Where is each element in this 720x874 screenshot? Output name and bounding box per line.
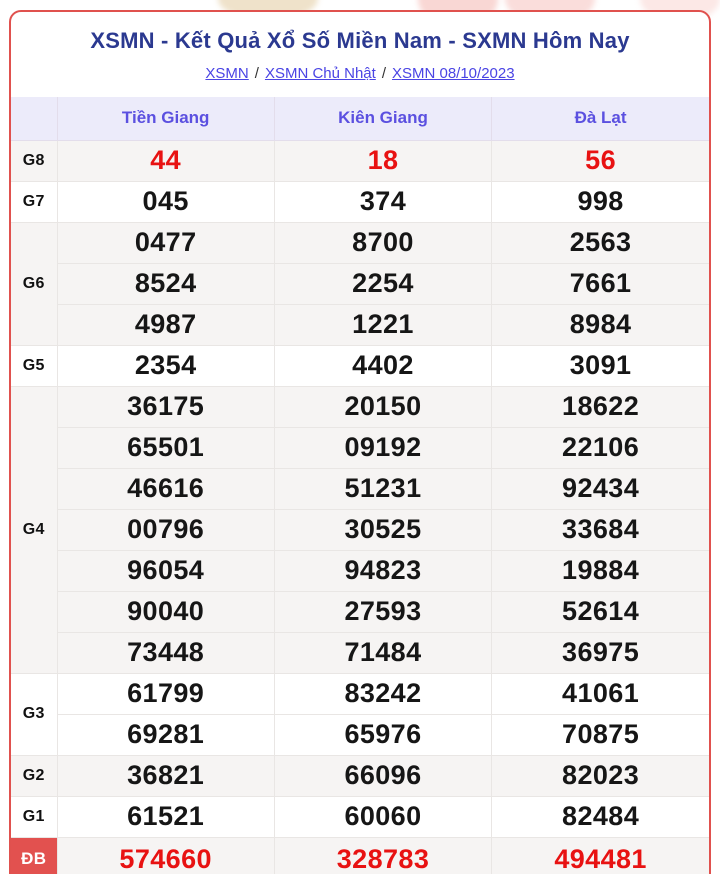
prize-label-g2: G2 [11, 755, 57, 796]
prize-value: 66096 [274, 755, 491, 796]
prize-row-đb [11, 837, 709, 874]
prize-label-g8: G8 [11, 140, 57, 181]
prize-value: 4402 [274, 345, 491, 386]
prize-value: 374 [274, 181, 491, 222]
page-title: XSMN - Kết Quả Xổ Số Miền Nam - SXMN Hôm Nay [90, 28, 630, 53]
prize-row-g4 [11, 509, 709, 550]
prize-label-g1: G1 [11, 796, 57, 837]
breadcrumb [11, 65, 709, 82]
prize-label-đb: ĐB [11, 837, 57, 874]
prize-value: 82484 [492, 796, 709, 837]
column-header-da-lat: Đà Lạt [492, 97, 709, 140]
prize-value: 19884 [492, 550, 709, 591]
prize-value: 94823 [274, 550, 491, 591]
prize-value: 61799 [57, 673, 274, 714]
breadcrumb-link-xsmn-date[interactable]: XSMN 08/10/2023 [391, 65, 515, 82]
prize-value: 22106 [492, 427, 709, 468]
prize-value: 51231 [274, 468, 491, 509]
breadcrumb-separator: / [381, 65, 386, 82]
prize-value: 18622 [492, 386, 709, 427]
prize-value: 3091 [492, 345, 709, 386]
prize-value: 69281 [57, 714, 274, 755]
prize-label-g5: G5 [11, 345, 57, 386]
prize-value: 20150 [274, 386, 491, 427]
prize-value: 2254 [274, 263, 491, 304]
prize-value: 65501 [57, 427, 274, 468]
prize-value: 90040 [57, 591, 274, 632]
prize-value: 36975 [492, 632, 709, 673]
prize-row-g3 [11, 714, 709, 755]
prize-value: 44 [57, 140, 274, 181]
prize-row-g4 [11, 632, 709, 673]
prize-value: 82023 [492, 755, 709, 796]
prize-value: 18 [274, 140, 491, 181]
prize-value: 33684 [492, 509, 709, 550]
prize-row-g4 [11, 386, 709, 427]
table-header-row [11, 97, 709, 140]
prize-value: 41061 [492, 673, 709, 714]
prize-value: 0477 [57, 222, 274, 263]
prize-value: 61521 [57, 796, 274, 837]
prize-value: 8524 [57, 263, 274, 304]
results-table [11, 97, 709, 874]
prize-value: 2563 [492, 222, 709, 263]
prize-row-g4 [11, 550, 709, 591]
prize-row-g4 [11, 468, 709, 509]
prize-label-g7: G7 [11, 181, 57, 222]
prize-row-g5 [11, 345, 709, 386]
prize-value: 70875 [492, 714, 709, 755]
prize-value: 1221 [274, 304, 491, 345]
prize-value: 00796 [57, 509, 274, 550]
prize-value: 36821 [57, 755, 274, 796]
prize-value: 71484 [274, 632, 491, 673]
prize-row-g2 [11, 755, 709, 796]
prize-value: 494481 [492, 837, 709, 874]
prize-label-g4: G4 [11, 386, 57, 673]
breadcrumb-separator: / [254, 65, 259, 82]
prize-value: 96054 [57, 550, 274, 591]
prize-row-g6 [11, 222, 709, 263]
prize-value: 36175 [57, 386, 274, 427]
corner-cell [11, 97, 57, 140]
prize-value: 8700 [274, 222, 491, 263]
prize-value: 09192 [274, 427, 491, 468]
prize-row-g3 [11, 673, 709, 714]
prize-value: 27593 [274, 591, 491, 632]
prize-value: 8984 [492, 304, 709, 345]
prize-value: 30525 [274, 509, 491, 550]
prize-value: 574660 [57, 837, 274, 874]
prize-value: 46616 [57, 468, 274, 509]
prize-label-g3: G3 [11, 673, 57, 755]
prize-value: 998 [492, 181, 709, 222]
prize-value: 65976 [274, 714, 491, 755]
prize-value: 045 [57, 181, 274, 222]
prize-row-g8 [11, 140, 709, 181]
breadcrumb-link-xsmn-chu-nhat[interactable]: XSMN Chủ Nhật [264, 65, 376, 82]
results-card [9, 10, 711, 874]
prize-row-g7 [11, 181, 709, 222]
results-table-body [11, 140, 709, 874]
prize-value: 52614 [492, 591, 709, 632]
prize-row-g4 [11, 427, 709, 468]
column-header-tien-giang: Tiền Giang [57, 97, 274, 140]
prize-row-g6 [11, 263, 709, 304]
prize-value: 73448 [57, 632, 274, 673]
prize-value: 7661 [492, 263, 709, 304]
prize-row-g4 [11, 591, 709, 632]
prize-value: 328783 [274, 837, 491, 874]
prize-label-g6: G6 [11, 222, 57, 345]
prize-value: 56 [492, 140, 709, 181]
prize-value: 92434 [492, 468, 709, 509]
prize-value: 2354 [57, 345, 274, 386]
breadcrumb-link-xsmn[interactable]: XSMN [205, 65, 249, 82]
prize-row-g1 [11, 796, 709, 837]
prize-row-g6 [11, 304, 709, 345]
prize-value: 4987 [57, 304, 274, 345]
column-header-kien-giang: Kiên Giang [274, 97, 491, 140]
prize-value: 83242 [274, 673, 491, 714]
prize-value: 60060 [274, 796, 491, 837]
